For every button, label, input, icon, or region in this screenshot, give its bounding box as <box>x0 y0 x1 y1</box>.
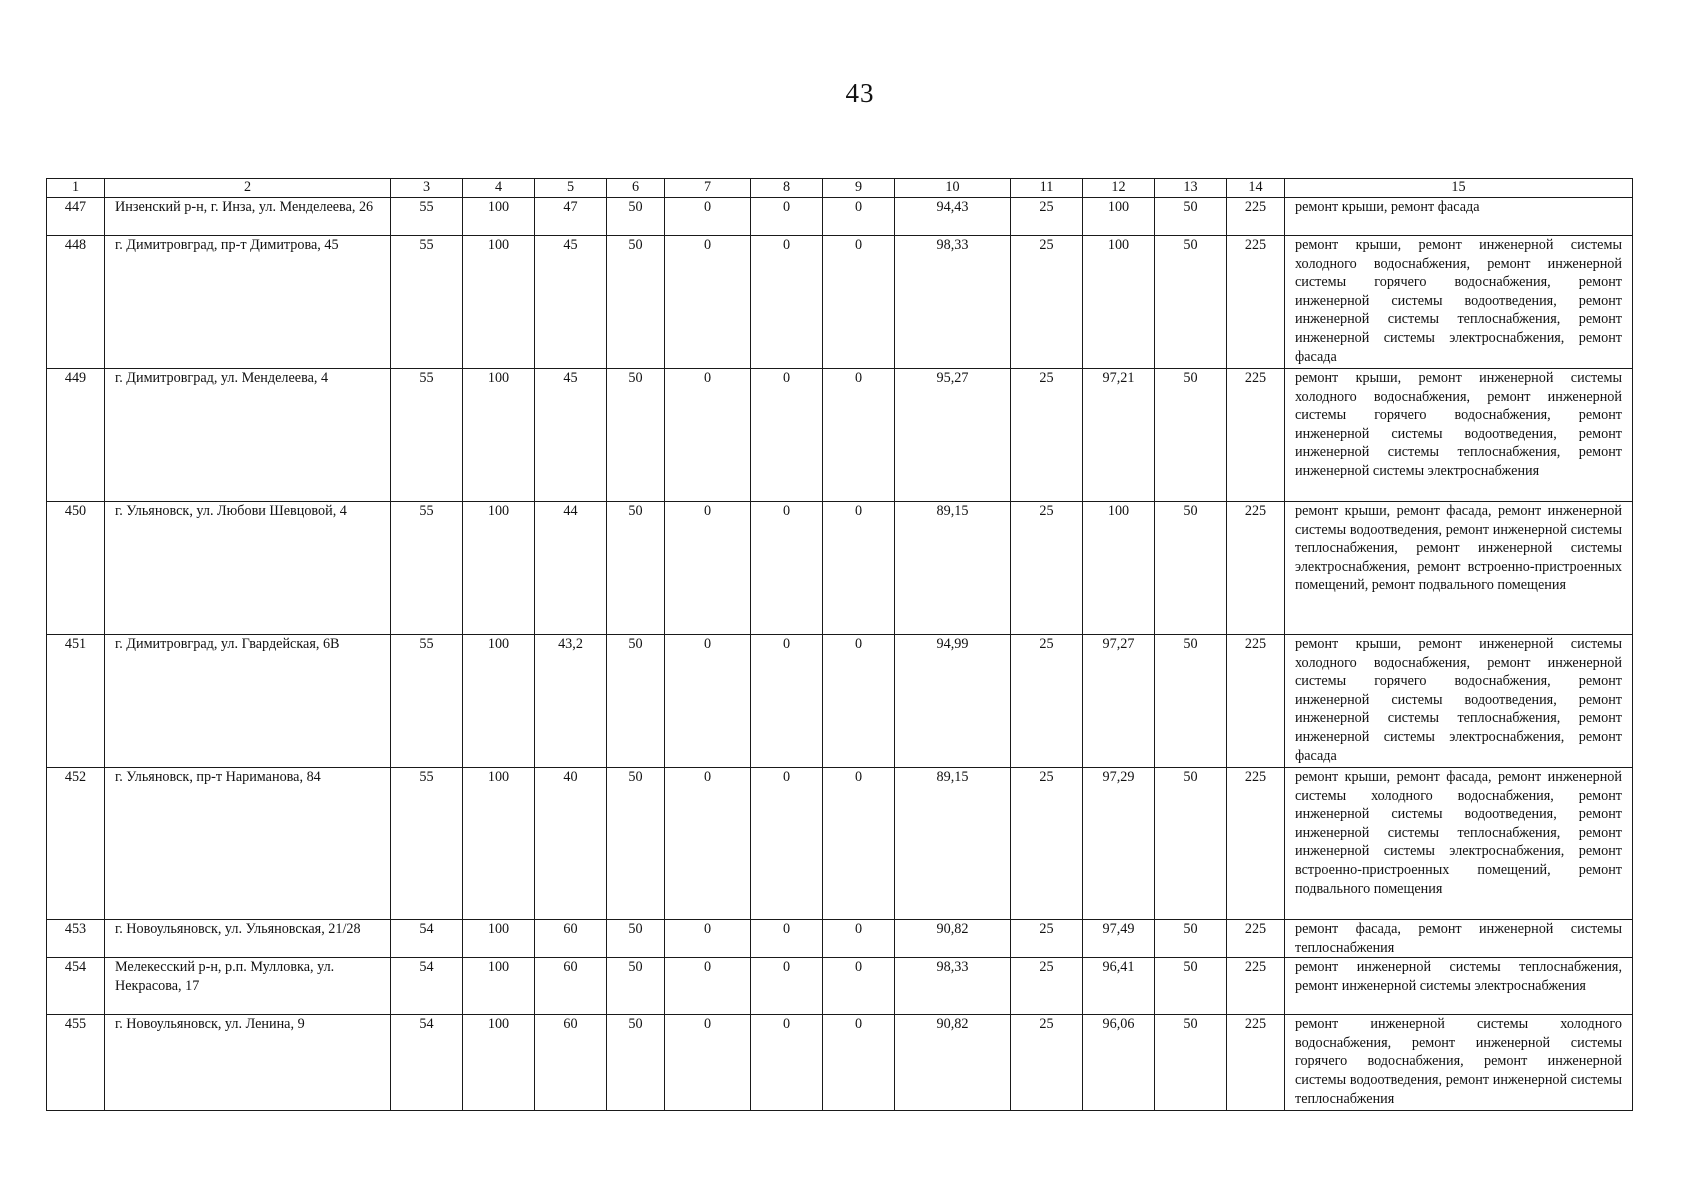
table-row <box>47 920 1633 958</box>
address-cell: г. Ульяновск, пр-т Нариманова, 84 <box>105 768 391 920</box>
value-cell: 43,2 <box>535 635 607 768</box>
column-header: 12 <box>1083 179 1155 198</box>
value-cell: 60 <box>535 920 607 958</box>
value-cell: 0 <box>665 1015 751 1111</box>
value-cell: 100 <box>463 768 535 920</box>
work-types-cell: ремонт крыши, ремонт фасада, ремонт инженерной системы холодного водоснабжения, ремонт инженерной системы водоотведения, ремонт инженерной системы теплоснабжения, ремонт инженерной системы электроснабжения, ремонт встроенно-пристроенных помещений, ремонт подвального помещения <box>1285 768 1633 920</box>
value-cell: 225 <box>1227 920 1285 958</box>
value-cell: 0 <box>665 768 751 920</box>
page-number: 43 <box>845 78 875 108</box>
value-cell: 100 <box>463 369 535 502</box>
value-cell: 0 <box>823 236 895 369</box>
value-cell: 25 <box>1011 958 1083 1015</box>
address-cell: г. Димитровград, ул. Гвардейская, 6В <box>105 635 391 768</box>
value-cell: 50 <box>1155 236 1227 369</box>
value-cell: 0 <box>823 198 895 236</box>
table-row <box>47 198 1633 236</box>
value-cell: 54 <box>391 920 463 958</box>
value-cell: 100 <box>1083 198 1155 236</box>
value-cell: 94,43 <box>895 198 1011 236</box>
value-cell: 40 <box>535 768 607 920</box>
column-header: 4 <box>463 179 535 198</box>
column-header: 15 <box>1285 179 1633 198</box>
value-cell: 225 <box>1227 502 1285 635</box>
value-cell: 50 <box>1155 369 1227 502</box>
column-header: 14 <box>1227 179 1285 198</box>
value-cell: 0 <box>751 635 823 768</box>
value-cell: 54 <box>391 1015 463 1111</box>
value-cell: 90,82 <box>895 920 1011 958</box>
value-cell: 25 <box>1011 369 1083 502</box>
row-number-cell: 451 <box>47 635 105 768</box>
value-cell: 50 <box>607 502 665 635</box>
value-cell: 55 <box>391 502 463 635</box>
value-cell: 225 <box>1227 236 1285 369</box>
table-row <box>47 236 1633 369</box>
value-cell: 0 <box>751 236 823 369</box>
value-cell: 50 <box>1155 768 1227 920</box>
column-header: 3 <box>391 179 463 198</box>
row-number-cell: 449 <box>47 369 105 502</box>
value-cell: 98,33 <box>895 958 1011 1015</box>
value-cell: 89,15 <box>895 768 1011 920</box>
column-header: 5 <box>535 179 607 198</box>
value-cell: 100 <box>463 958 535 1015</box>
value-cell: 0 <box>751 502 823 635</box>
value-cell: 50 <box>607 236 665 369</box>
value-cell: 50 <box>1155 1015 1227 1111</box>
address-cell: г. Новоульяновск, ул. Ленина, 9 <box>105 1015 391 1111</box>
value-cell: 55 <box>391 635 463 768</box>
value-cell: 0 <box>823 635 895 768</box>
column-header: 13 <box>1155 179 1227 198</box>
value-cell: 100 <box>463 1015 535 1111</box>
value-cell: 95,27 <box>895 369 1011 502</box>
value-cell: 100 <box>463 635 535 768</box>
table-row <box>47 635 1633 768</box>
value-cell: 0 <box>751 958 823 1015</box>
value-cell: 0 <box>751 1015 823 1111</box>
value-cell: 55 <box>391 198 463 236</box>
work-types-cell: ремонт крыши, ремонт инженерной системы холодного водоснабжения, ремонт инженерной системы горячего водоснабжения, ремонт инженерной системы водоотведения, ремонт инженерной системы теплоснабжения, ремонт инженерной системы электроснабжения, ремонт фасада <box>1285 635 1633 768</box>
value-cell: 0 <box>823 920 895 958</box>
column-header: 9 <box>823 179 895 198</box>
column-header: 10 <box>895 179 1011 198</box>
value-cell: 94,99 <box>895 635 1011 768</box>
value-cell: 55 <box>391 768 463 920</box>
address-cell: Мелекесский р-н, р.п. Мулловка, ул. Некрасова, 17 <box>105 958 391 1015</box>
value-cell: 45 <box>535 236 607 369</box>
value-cell: 25 <box>1011 198 1083 236</box>
value-cell: 0 <box>751 369 823 502</box>
value-cell: 0 <box>665 198 751 236</box>
value-cell: 25 <box>1011 502 1083 635</box>
row-number-cell: 454 <box>47 958 105 1015</box>
value-cell: 100 <box>1083 236 1155 369</box>
value-cell: 0 <box>823 1015 895 1111</box>
value-cell: 25 <box>1011 635 1083 768</box>
column-header: 2 <box>105 179 391 198</box>
work-types-cell: ремонт фасада, ремонт инженерной системы теплоснабжения <box>1285 920 1633 958</box>
table-row <box>47 502 1633 635</box>
value-cell: 97,29 <box>1083 768 1155 920</box>
value-cell: 100 <box>463 198 535 236</box>
table-row <box>47 958 1633 1015</box>
column-header: 6 <box>607 179 665 198</box>
value-cell: 0 <box>823 502 895 635</box>
value-cell: 100 <box>463 920 535 958</box>
address-cell: г. Новоульяновск, ул. Ульяновская, 21/28 <box>105 920 391 958</box>
value-cell: 0 <box>665 369 751 502</box>
value-cell: 50 <box>1155 635 1227 768</box>
table-row <box>47 1015 1633 1111</box>
work-types-cell: ремонт крыши, ремонт фасада, ремонт инженерной системы водоотведения, ремонт инженерной системы теплоснабжения, ремонт инженерной системы электроснабжения, ремонт встроенно-пристроенных помещений, ремонт подвального помещения <box>1285 502 1633 635</box>
work-types-cell: ремонт инженерной системы теплоснабжения, ремонт инженерной системы электроснабжения <box>1285 958 1633 1015</box>
value-cell: 90,82 <box>895 1015 1011 1111</box>
value-cell: 0 <box>665 920 751 958</box>
column-header: 8 <box>751 179 823 198</box>
value-cell: 0 <box>665 635 751 768</box>
table-row <box>47 768 1633 920</box>
work-types-cell: ремонт инженерной системы холодного водоснабжения, ремонт инженерной системы горячего водоснабжения, ремонт инженерной системы водоотведения, ремонт инженерной системы теплоснабжения <box>1285 1015 1633 1111</box>
value-cell: 60 <box>535 958 607 1015</box>
value-cell: 0 <box>751 198 823 236</box>
value-cell: 0 <box>665 236 751 369</box>
value-cell: 97,49 <box>1083 920 1155 958</box>
value-cell: 50 <box>607 920 665 958</box>
value-cell: 50 <box>1155 920 1227 958</box>
address-cell: г. Димитровград, пр-т Димитрова, 45 <box>105 236 391 369</box>
value-cell: 0 <box>751 768 823 920</box>
work-types-cell: ремонт крыши, ремонт инженерной системы холодного водоснабжения, ремонт инженерной системы горячего водоснабжения, ремонт инженерной системы водоотведения, ремонт инженерной системы теплоснабжения, ремонт инженерной системы электроснабжения <box>1285 369 1633 502</box>
value-cell: 97,21 <box>1083 369 1155 502</box>
repair-register-table <box>46 178 1633 1111</box>
value-cell: 44 <box>535 502 607 635</box>
value-cell: 55 <box>391 236 463 369</box>
value-cell: 50 <box>1155 198 1227 236</box>
value-cell: 25 <box>1011 1015 1083 1111</box>
value-cell: 100 <box>1083 502 1155 635</box>
column-header: 1 <box>47 179 105 198</box>
address-cell: г. Димитровград, ул. Менделеева, 4 <box>105 369 391 502</box>
column-header: 7 <box>665 179 751 198</box>
row-number-cell: 447 <box>47 198 105 236</box>
table-row <box>47 369 1633 502</box>
work-types-cell: ремонт крыши, ремонт инженерной системы холодного водоснабжения, ремонт инженерной системы горячего водоснабжения, ремонт инженерной системы водоотведения, ремонт инженерной системы теплоснабжения, ремонт инженерной системы электроснабжения, ремонт фасада <box>1285 236 1633 369</box>
work-types-cell: ремонт крыши, ремонт фасада <box>1285 198 1633 236</box>
address-cell: г. Ульяновск, ул. Любови Шевцовой, 4 <box>105 502 391 635</box>
value-cell: 45 <box>535 369 607 502</box>
value-cell: 50 <box>1155 502 1227 635</box>
value-cell: 225 <box>1227 1015 1285 1111</box>
value-cell: 50 <box>607 958 665 1015</box>
value-cell: 25 <box>1011 920 1083 958</box>
row-number-cell: 450 <box>47 502 105 635</box>
value-cell: 100 <box>463 236 535 369</box>
value-cell: 0 <box>665 502 751 635</box>
value-cell: 55 <box>391 369 463 502</box>
value-cell: 225 <box>1227 369 1285 502</box>
value-cell: 25 <box>1011 236 1083 369</box>
value-cell: 50 <box>607 1015 665 1111</box>
value-cell: 54 <box>391 958 463 1015</box>
column-number-row <box>47 179 1633 198</box>
value-cell: 50 <box>607 198 665 236</box>
value-cell: 0 <box>823 768 895 920</box>
value-cell: 97,27 <box>1083 635 1155 768</box>
row-number-cell: 455 <box>47 1015 105 1111</box>
value-cell: 96,41 <box>1083 958 1155 1015</box>
value-cell: 0 <box>751 920 823 958</box>
value-cell: 225 <box>1227 198 1285 236</box>
row-number-cell: 448 <box>47 236 105 369</box>
value-cell: 225 <box>1227 635 1285 768</box>
value-cell: 0 <box>823 369 895 502</box>
value-cell: 50 <box>607 768 665 920</box>
value-cell: 50 <box>607 635 665 768</box>
value-cell: 225 <box>1227 768 1285 920</box>
value-cell: 50 <box>1155 958 1227 1015</box>
value-cell: 96,06 <box>1083 1015 1155 1111</box>
value-cell: 100 <box>463 502 535 635</box>
value-cell: 225 <box>1227 958 1285 1015</box>
address-cell: Инзенский р-н, г. Инза, ул. Менделеева, 26 <box>105 198 391 236</box>
value-cell: 47 <box>535 198 607 236</box>
value-cell: 25 <box>1011 768 1083 920</box>
value-cell: 0 <box>823 958 895 1015</box>
value-cell: 50 <box>607 369 665 502</box>
row-number-cell: 453 <box>47 920 105 958</box>
value-cell: 89,15 <box>895 502 1011 635</box>
value-cell: 60 <box>535 1015 607 1111</box>
value-cell: 0 <box>665 958 751 1015</box>
row-number-cell: 452 <box>47 768 105 920</box>
value-cell: 98,33 <box>895 236 1011 369</box>
column-header: 11 <box>1011 179 1083 198</box>
